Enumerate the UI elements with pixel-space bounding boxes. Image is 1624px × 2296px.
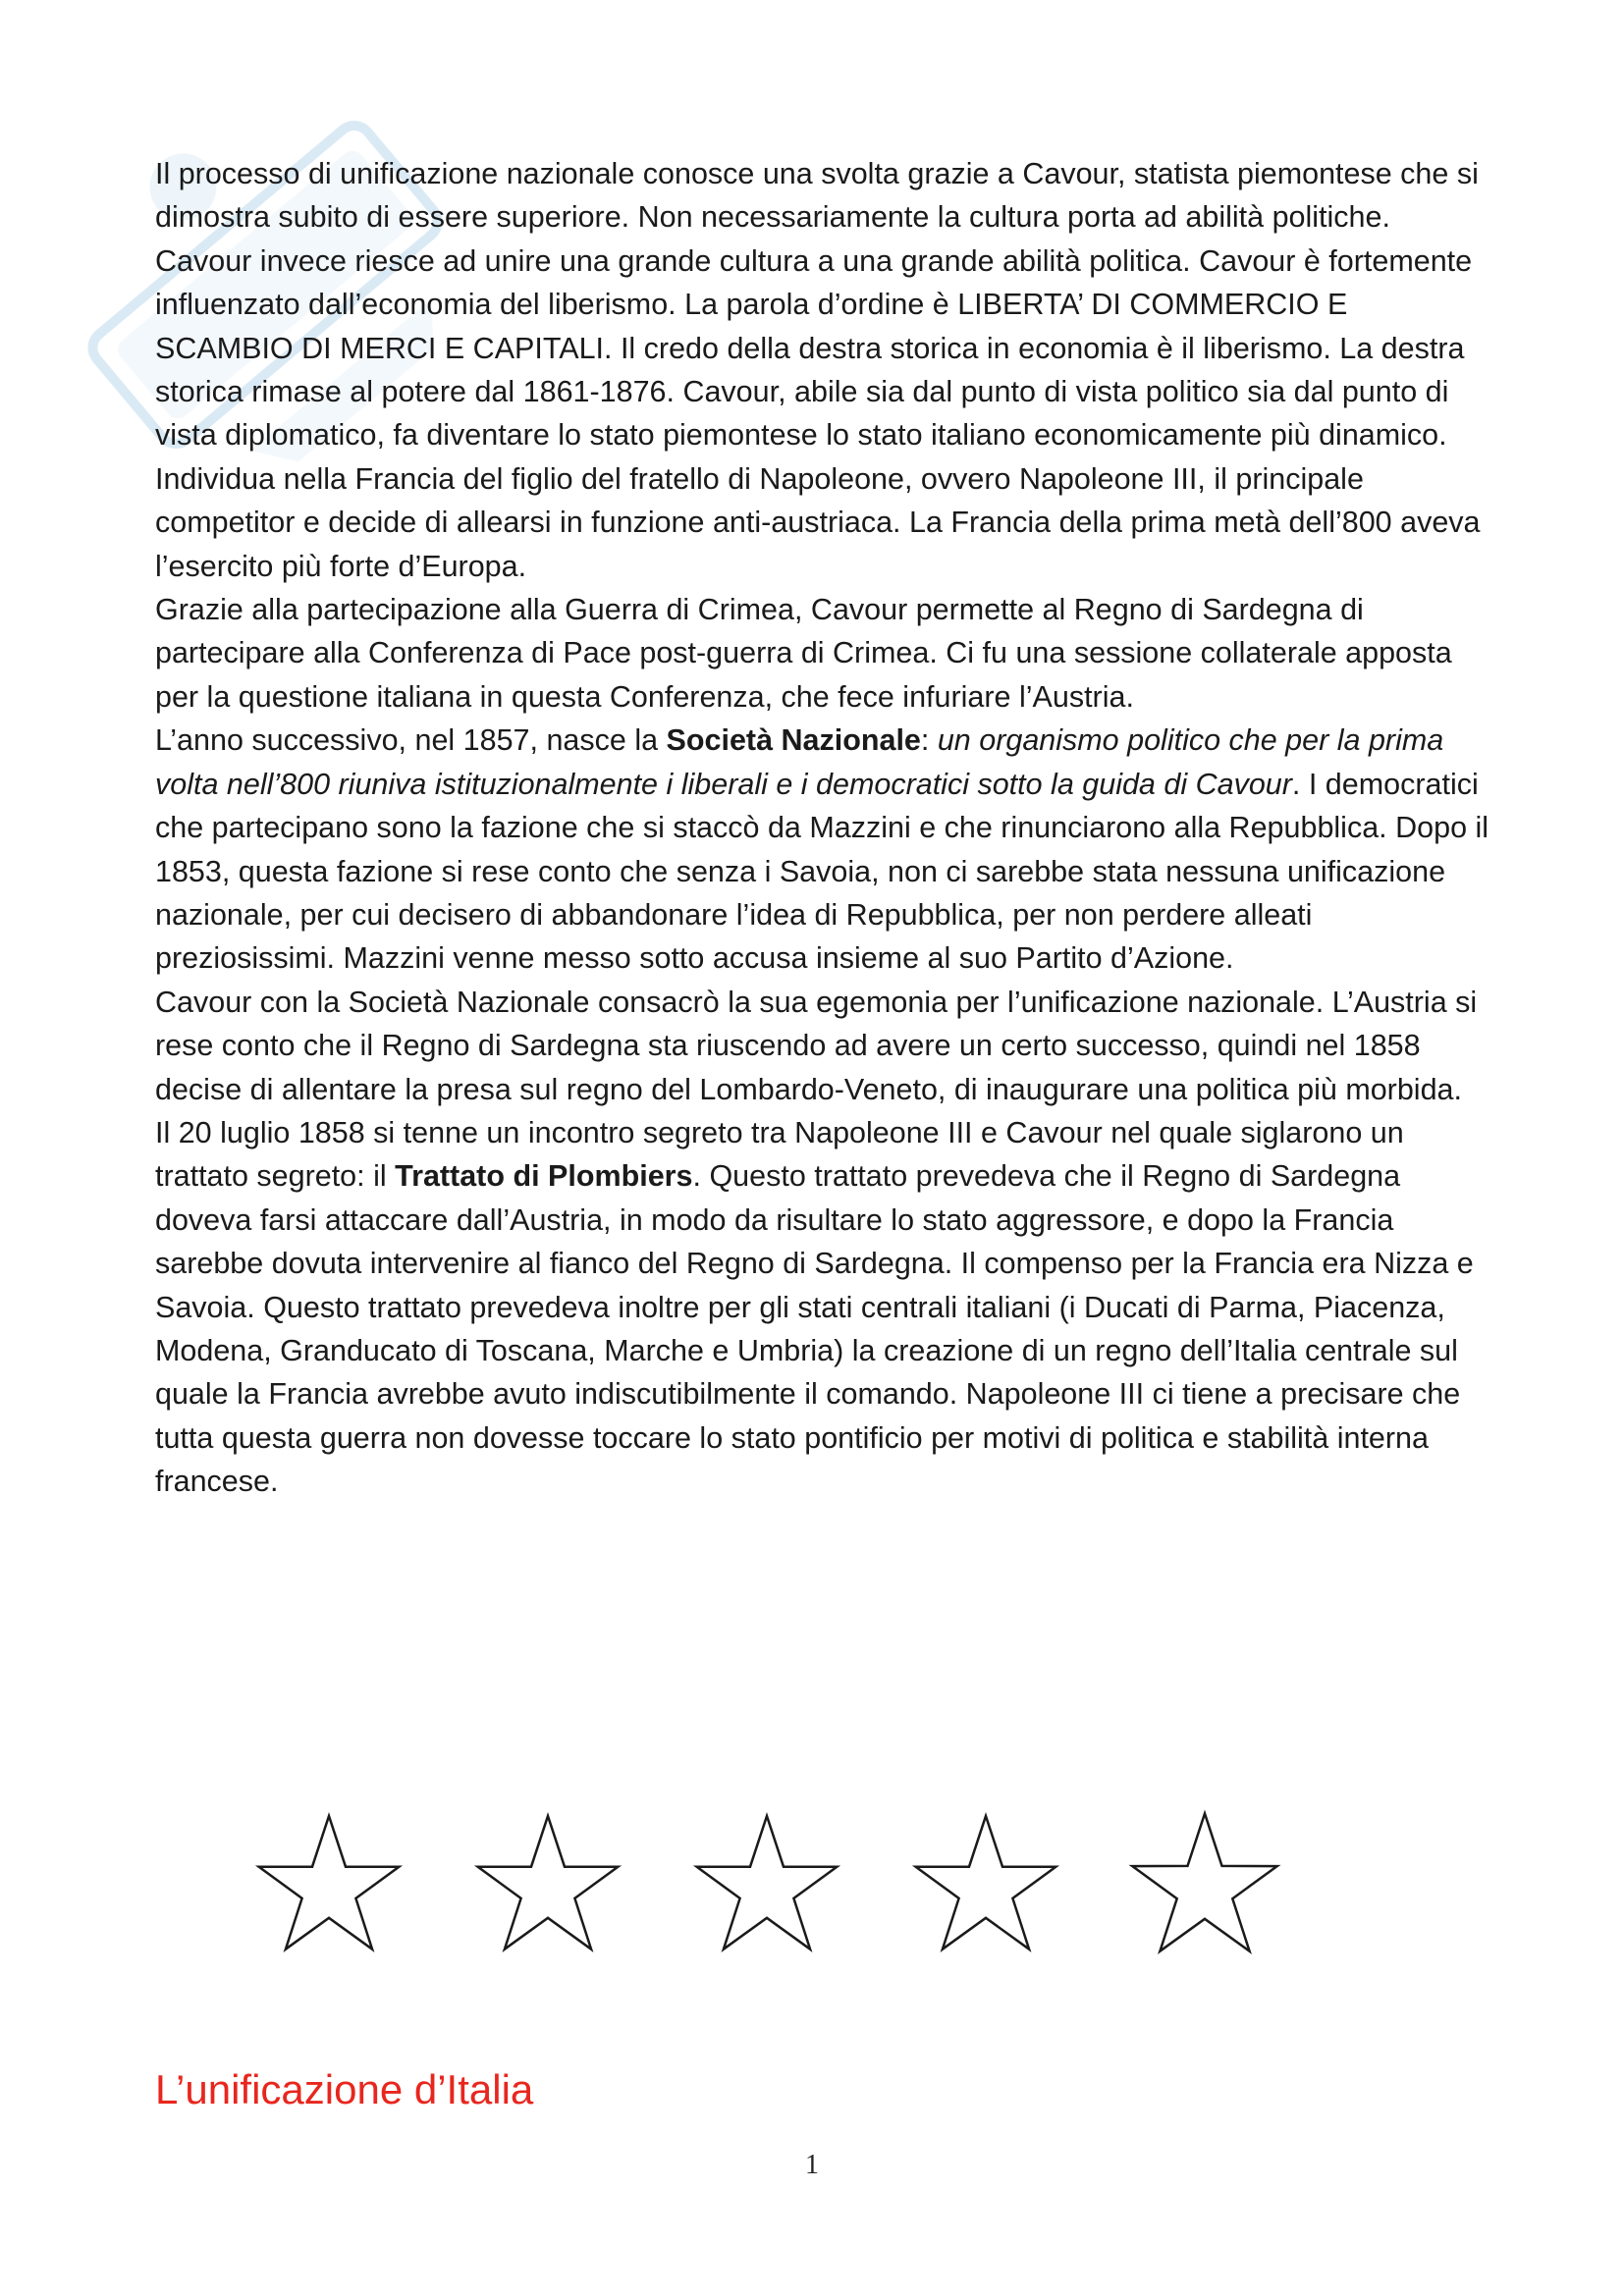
text-segment: Il 20 luglio 1858 si tenne un incontro segreto tra Napoleone III e Cavour nel quale siglarono un trattato segreto: il <box>155 1115 1404 1194</box>
star-rating[interactable] <box>250 1806 1321 1993</box>
text-segment: . Questo trattato prevedeva che il Regno di Sardegna doveva farsi attaccare dall’Austria, in modo da risultare lo stato aggressore, e dopo la Francia sarebbe dovuta intervenire al fianco del Regno di Sardegna. Il compenso per la Francia era Nizza e Savoia. Questo trattato prevedeva inoltre per gli stati centrali italiani (i Ducati di Parma, Piacenza, Modena, Granducato di Toscana, Marche e Umbria) la creazione di un regno dell’Italia centrale sul quale la Francia avrebbe avuto indiscutibilmente il comando. Napoleone III ci tiene a precisare che tutta questa guerra non dovesse toccare lo stato pontificio per motivi di politica e stabilità interna francese. <box>155 1159 1474 1499</box>
text-segment: : <box>920 723 938 758</box>
text-segment: Cavour con la Società Nazionale consacrò la sua egemonia per l’unificazione nazionale. L’Austria si rese conto che il Regno di Sardegna sta riuscendo ad avere un certo successo, quindi nel 1858 decise di allentare la presa sul regno del Lombardo-Veneto, di inaugurare una politica più morbida. <box>155 985 1478 1106</box>
star-icon[interactable] <box>1126 1806 1283 1963</box>
text-segment: L’anno successivo, nel 1857, nasce la <box>155 723 667 758</box>
document-body <box>155 152 1490 1504</box>
star-icon[interactable] <box>469 1806 626 1963</box>
paragraph <box>155 719 1490 980</box>
paragraph <box>155 1111 1490 1504</box>
section-title: L’unificazione d’Italia <box>155 2066 534 2112</box>
bold-term: Trattato di Plombiers <box>395 1159 693 1194</box>
bold-term: Società Nazionale <box>666 723 921 758</box>
italic-definition: un organismo politico che per la prima volta nell’800 riuniva istituzionalmente i liberali e i democratici sotto la guida di Cavour <box>155 723 1444 801</box>
star-icon[interactable] <box>250 1806 407 1963</box>
star-icon[interactable] <box>688 1806 845 1963</box>
star-icon[interactable] <box>907 1806 1064 1963</box>
paragraph <box>155 981 1490 1111</box>
paragraph <box>155 152 1490 588</box>
text-segment: Il processo di unificazione nazionale conosce una svolta grazie a Cavour, statista piemontese che si dimostra subito di essere superiore. Non necessariamente la cultura porta ad abilità politiche. Cavour invece riesce ad unire una grande cultura a una grande abilità politica. Cavour è fortemente influenzato dall’economia del liberismo. La parola d’ordine è LIBERTA’ DI COMMERCIO E SCAMBIO DI MERCI E CAPITALI. Il credo della destra storica in economia è il liberismo. La destra storica rimase al potere dal 1861-1876. Cavour, abile sia dal punto di vista politico sia dal punto di vista diplomatico, fa diventare lo stato piemontese lo stato italiano economicamente più dinamico. Individua nella Francia del figlio del fratello di Napoleone, ovvero Napoleone III, il principale competitor e decide di allearsi in funzione anti-austriaca. La Francia della prima metà dell’800 aveva l’esercito più forte d’Europa. <box>155 157 1481 583</box>
page-number: 1 <box>805 2150 819 2180</box>
text-segment: . I democratici che partecipano sono la fazione che si staccò da Mazzini e che rinunciarono alla Repubblica. Dopo il 1853, questa fazione si rese conto che senza i Savoia, non ci sarebbe stata nessuna unificazione nazionale, per cui decisero di abbandonare l’idea di Repubblica, per non perdere alleati preziosissimi. Mazzini venne messo sotto accusa insieme al suo Partito d’Azione. <box>155 767 1489 976</box>
text-segment: Grazie alla partecipazione alla Guerra di Crimea, Cavour permette al Regno di Sardegna di partecipare alla Conferenza di Pace post-guerra di Crimea. Ci fu una sessione collaterale apposta per la questione italiana in questa Conferenza, che fece infuriare l’Austria. <box>155 593 1452 714</box>
paragraph <box>155 588 1490 719</box>
